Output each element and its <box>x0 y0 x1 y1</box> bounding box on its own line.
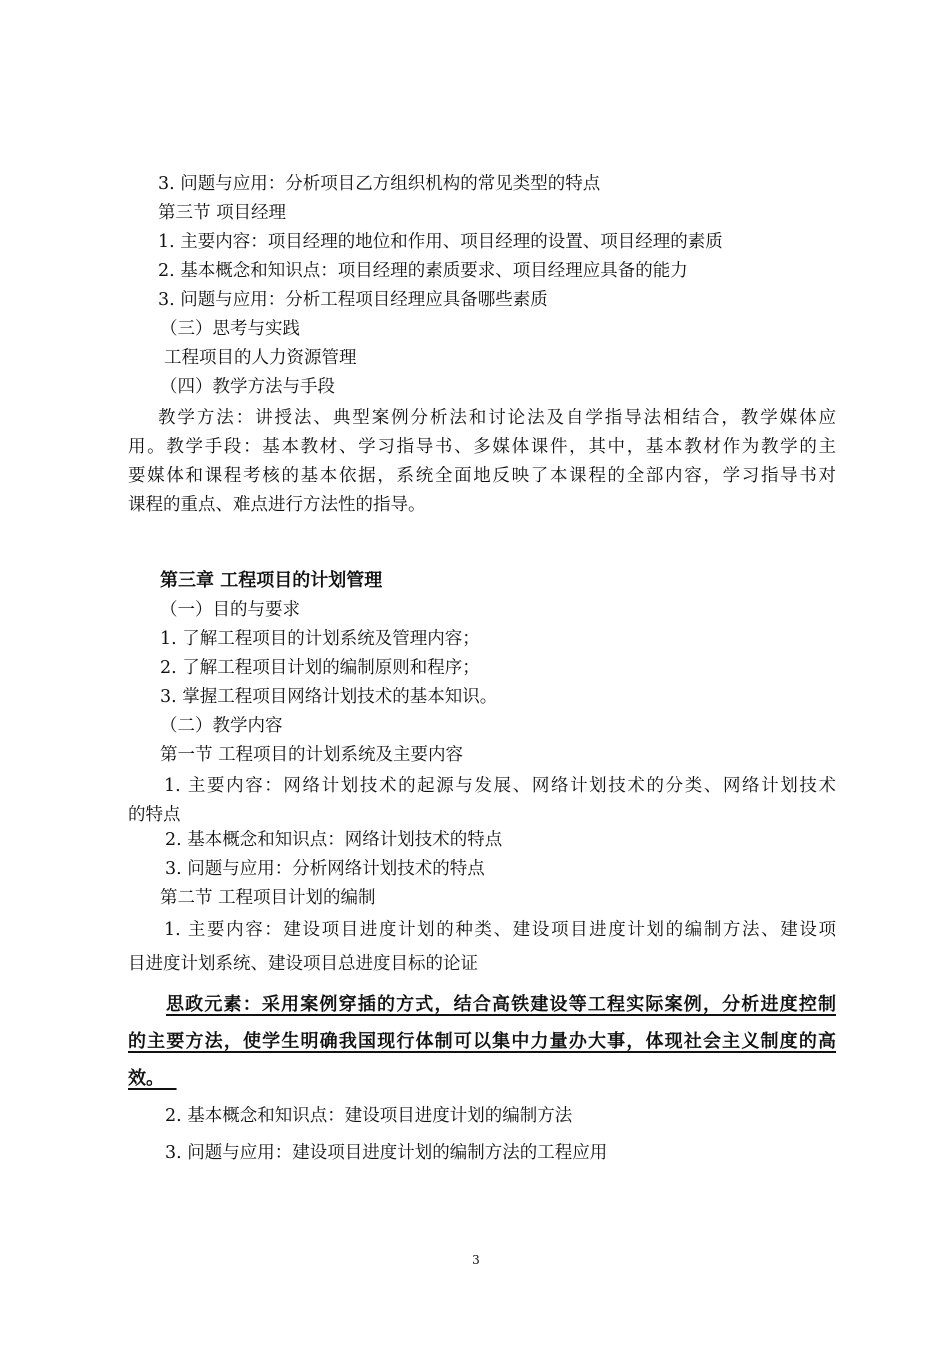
s1-item-1-line-1: 1. 主要内容：网络计划技术的起源与发展、网络计划技术的分类、网络计划技术 <box>164 776 836 796</box>
ideology-line-1: 思政元素：采用案例穿插的方式，结合高铁建设等工程实际案例，分析进度控制 <box>166 994 836 1015</box>
s1-item-1 <box>128 772 836 830</box>
s2-item-3: 3. 问题与应用：建设项目进度计划的编制方法的工程应用 <box>165 1143 608 1163</box>
think-heading: （三）思考与实践 <box>160 319 300 339</box>
section-3-title: 第三节 项目经理 <box>158 203 287 223</box>
s2-item-1-line-2: 目进度计划系统、建设项目总进度目标的论证 <box>128 954 478 974</box>
goal-1: 1. 了解工程项目的计划系统及管理内容； <box>160 629 480 649</box>
s1-item-2: 2. 基本概念和知识点：网络计划技术的特点 <box>165 830 503 850</box>
s2-item-2: 2. 基本概念和知识点：建设项目进度计划的编制方法 <box>165 1106 573 1126</box>
ideology-line-3 <box>128 1064 836 1101</box>
page-number: 3 <box>472 1253 480 1267</box>
content-heading: （二）教学内容 <box>160 716 283 736</box>
s2-item-1-line-1: 1. 主要内容：建设项目进度计划的种类、建设项目进度计划的编制方法、建设项 <box>164 920 836 940</box>
method-para-line-3: 要媒体和课程考核的基本依据，系统全面地反映了本课程的全部内容，学习指导书对 <box>128 466 836 486</box>
section-1-title: 第一节 工程项目的计划系统及主要内容 <box>160 745 464 765</box>
s2-item-1 <box>128 913 836 981</box>
s1-item-3: 3. 问题与应用：分析网络计划技术的特点 <box>165 859 485 879</box>
goal-3: 3. 掌握工程项目网络计划技术的基本知识。 <box>160 687 498 707</box>
s3-item-1: 1. 主要内容：项目经理的地位和作用、项目经理的设置、项目经理的素质 <box>158 232 723 252</box>
method-para-line-2: 用。教学手段：基本教材、学习指导书、多媒体课件，其中，基本教材作为教学的主 <box>128 437 836 457</box>
goal-2: 2. 了解工程项目计划的编制原则和程序； <box>160 658 480 678</box>
section-2-title: 第二节 工程项目计划的编制 <box>160 888 376 908</box>
goals-heading: （一）目的与要求 <box>160 600 300 620</box>
s3-item-3: 3. 问题与应用：分析工程项目经理应具备哪些素质 <box>158 290 548 310</box>
method-para-line-1: 教学方法：讲授法、典型案例分析法和讨论法及自学指导法相结合，教学媒体应 <box>158 408 836 428</box>
s1-item-1-line-2: 的特点 <box>128 805 181 825</box>
method-heading: （四）教学方法与手段 <box>160 377 335 397</box>
think-text: 工程项目的人力资源管理 <box>164 348 357 368</box>
method-para-line-4: 课程的重点、难点进行方法性的指导。 <box>128 495 426 515</box>
s3-item-2: 2. 基本概念和知识点：项目经理的素质要求、项目经理应具备的能力 <box>158 261 688 281</box>
ideology-line-3-text: 效。 <box>128 1068 164 1089</box>
ideology-element <box>128 990 836 1101</box>
item-3-org-types: 3. 问题与应用：分析项目乙方组织机构的常见类型的特点 <box>158 174 601 194</box>
chapter-3-title: 第三章 工程项目的计划管理 <box>160 570 383 591</box>
teaching-method-paragraph <box>128 404 836 520</box>
ideology-line-2: 的主要方法，使学生明确我国现行体制可以集中力量办大事，体现社会主义制度的高 <box>128 1031 836 1052</box>
